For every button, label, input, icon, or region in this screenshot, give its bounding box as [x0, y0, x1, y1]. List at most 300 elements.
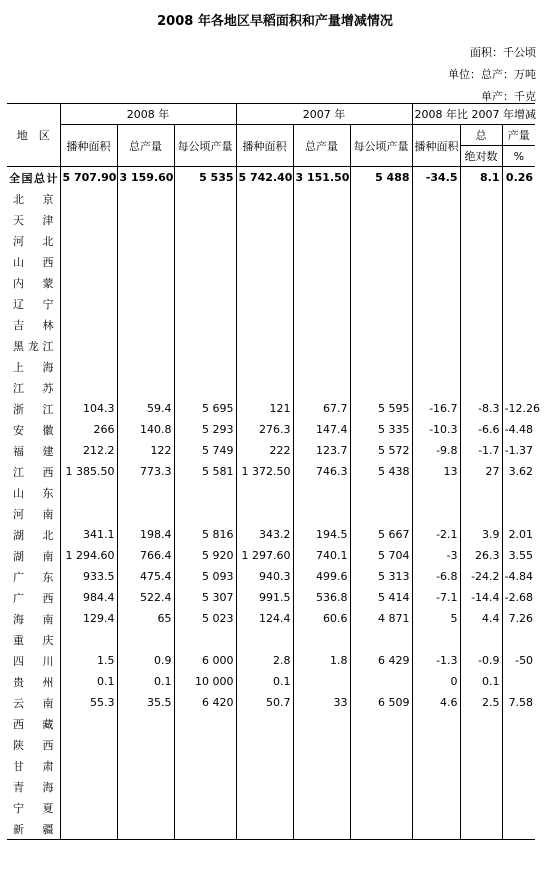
value-cell: 7.26 [502, 608, 535, 629]
value-cell: 5 335 [350, 419, 412, 440]
value-cell [236, 797, 293, 818]
value-cell: 3.9 [460, 524, 502, 545]
value-cell: 6 420 [174, 692, 236, 713]
value-cell [412, 230, 460, 251]
value-cell: 5 707.90 [60, 167, 117, 189]
value-cell: 13 [412, 461, 460, 482]
value-cell [460, 314, 502, 335]
table-row [7, 797, 535, 818]
value-cell [350, 272, 412, 293]
unit-note-area: 面积：千公顷 [470, 46, 536, 59]
table-row [7, 440, 535, 461]
value-cell: 991.5 [236, 587, 293, 608]
region-cell: 陕西 [13, 738, 54, 752]
value-cell: -4.84 [502, 566, 535, 587]
value-cell [350, 776, 412, 797]
value-cell [236, 818, 293, 840]
value-cell [174, 818, 236, 840]
value-cell [236, 209, 293, 230]
value-cell: 26.3 [460, 545, 502, 566]
value-cell [502, 503, 535, 524]
value-cell [350, 734, 412, 755]
value-cell: 1.8 [293, 650, 350, 671]
value-cell: 536.8 [293, 587, 350, 608]
value-cell [236, 272, 293, 293]
value-cell [60, 251, 117, 272]
region-cell: 黑龙江 [13, 339, 54, 353]
value-cell [350, 503, 412, 524]
table-row [7, 335, 535, 356]
value-cell [412, 314, 460, 335]
value-cell: 2.8 [236, 650, 293, 671]
value-cell: -24.2 [460, 566, 502, 587]
value-cell: 0.26 [502, 167, 535, 189]
value-cell: 5 704 [350, 545, 412, 566]
region-cell: 湖北 [13, 528, 54, 542]
value-cell [412, 209, 460, 230]
table-row [7, 629, 535, 650]
region-cell: 贵州 [13, 675, 54, 689]
value-cell [60, 230, 117, 251]
value-cell [412, 377, 460, 398]
value-cell: 65 [117, 608, 174, 629]
value-cell [460, 503, 502, 524]
value-cell [293, 209, 350, 230]
value-cell [293, 755, 350, 776]
region-cell: 四川 [13, 654, 54, 668]
value-cell: 60.6 [293, 608, 350, 629]
value-cell: 27 [460, 461, 502, 482]
value-cell: 940.3 [236, 566, 293, 587]
value-cell [350, 713, 412, 734]
region-cell: 上海 [13, 360, 54, 374]
value-cell [293, 503, 350, 524]
value-cell [60, 818, 117, 840]
value-cell [117, 755, 174, 776]
table-row [7, 524, 535, 545]
value-cell [350, 671, 412, 692]
table-row [7, 356, 535, 377]
value-cell [293, 482, 350, 503]
region-cell: 山东 [13, 486, 54, 500]
value-cell: 343.2 [236, 524, 293, 545]
table-row [7, 755, 535, 776]
value-cell [293, 272, 350, 293]
value-cell: 3.62 [502, 461, 535, 482]
value-cell: 0.9 [117, 650, 174, 671]
value-cell [460, 251, 502, 272]
value-cell [460, 482, 502, 503]
value-cell: 124.4 [236, 608, 293, 629]
value-cell [350, 629, 412, 650]
value-cell: 3 151.50 [293, 167, 350, 189]
value-cell [502, 251, 535, 272]
value-cell [117, 314, 174, 335]
value-cell: -1.7 [460, 440, 502, 461]
value-cell: 1 294.60 [60, 545, 117, 566]
value-cell: 766.4 [117, 545, 174, 566]
value-cell [502, 314, 535, 335]
table-row [7, 692, 535, 713]
value-cell [174, 314, 236, 335]
value-cell [460, 335, 502, 356]
region-cell: 吉林 [13, 318, 54, 332]
table-title: 2008 年各地区早稻面积和产量增减情况 [157, 14, 393, 29]
value-cell: -3 [412, 545, 460, 566]
value-cell [350, 230, 412, 251]
value-cell: 5 595 [350, 398, 412, 419]
value-cell [412, 797, 460, 818]
value-cell [236, 293, 293, 314]
value-cell: 5 742.40 [236, 167, 293, 189]
value-cell [293, 377, 350, 398]
value-cell [502, 755, 535, 776]
region-cell: 全国总计 [7, 167, 60, 189]
value-cell [350, 755, 412, 776]
value-cell [236, 755, 293, 776]
table-row [7, 314, 535, 335]
value-cell [502, 188, 535, 209]
value-cell [293, 671, 350, 692]
value-cell: 773.3 [117, 461, 174, 482]
value-cell: 984.4 [60, 587, 117, 608]
value-cell [117, 734, 174, 755]
value-cell: -34.5 [412, 167, 460, 189]
value-cell: 276.3 [236, 419, 293, 440]
value-cell: 59.4 [117, 398, 174, 419]
table-row [7, 671, 535, 692]
value-cell [412, 482, 460, 503]
value-cell [460, 209, 502, 230]
early-rice-table [7, 103, 540, 840]
value-cell [174, 377, 236, 398]
table-row [7, 251, 535, 272]
value-cell: 5 307 [174, 587, 236, 608]
value-cell: 123.7 [293, 440, 350, 461]
value-cell [460, 272, 502, 293]
value-cell: 147.4 [293, 419, 350, 440]
value-cell [460, 797, 502, 818]
value-cell: 5 414 [350, 587, 412, 608]
value-cell [117, 209, 174, 230]
value-cell [174, 209, 236, 230]
value-cell: 121 [236, 398, 293, 419]
region-cell: 云南 [13, 696, 54, 710]
header-2008-area: 播种面积 [60, 125, 117, 167]
value-cell: -6.6 [460, 419, 502, 440]
header-percent: % [502, 146, 535, 167]
value-cell [293, 293, 350, 314]
table-row [7, 650, 535, 671]
value-cell [350, 314, 412, 335]
value-cell: 1 385.50 [60, 461, 117, 482]
value-cell: 0 [412, 671, 460, 692]
value-cell: 1 372.50 [236, 461, 293, 482]
value-cell [174, 356, 236, 377]
value-cell: 5 572 [350, 440, 412, 461]
value-cell: -9.8 [412, 440, 460, 461]
value-cell: -2.1 [412, 524, 460, 545]
table-row [7, 230, 535, 251]
table-row [7, 377, 535, 398]
table-row [7, 461, 535, 482]
value-cell: 5 313 [350, 566, 412, 587]
value-cell [174, 629, 236, 650]
value-cell: 4.4 [460, 608, 502, 629]
value-cell: 341.1 [60, 524, 117, 545]
table-row [7, 587, 535, 608]
value-cell [60, 503, 117, 524]
value-cell [236, 356, 293, 377]
value-cell [412, 188, 460, 209]
value-cell: -2.68 [502, 587, 535, 608]
value-cell [460, 356, 502, 377]
table-row [7, 608, 535, 629]
value-cell [412, 776, 460, 797]
region-cell: 青海 [13, 780, 54, 794]
region-cell: 江苏 [13, 381, 54, 395]
region-cell: 北京 [13, 192, 54, 206]
value-cell [293, 713, 350, 734]
value-cell [236, 251, 293, 272]
value-cell [412, 755, 460, 776]
value-cell [60, 755, 117, 776]
value-cell [460, 377, 502, 398]
value-cell [236, 482, 293, 503]
value-cell: -4.48 [502, 419, 535, 440]
value-cell [502, 272, 535, 293]
value-cell [174, 797, 236, 818]
value-cell: 5 293 [174, 419, 236, 440]
value-cell: 0.1 [236, 671, 293, 692]
value-cell [412, 734, 460, 755]
value-cell: 933.5 [60, 566, 117, 587]
value-cell: -16.7 [412, 398, 460, 419]
table-row [7, 734, 535, 755]
table-row [7, 482, 535, 503]
value-cell [502, 818, 535, 840]
header-change-area: 播种面积 [412, 125, 460, 167]
value-cell [60, 629, 117, 650]
value-cell [502, 734, 535, 755]
value-cell [174, 482, 236, 503]
value-cell: 222 [236, 440, 293, 461]
region-cell: 广东 [13, 570, 54, 584]
value-cell [117, 377, 174, 398]
table-row [7, 818, 535, 840]
value-cell [460, 188, 502, 209]
value-cell: 67.7 [293, 398, 350, 419]
value-cell: 212.2 [60, 440, 117, 461]
value-cell [117, 482, 174, 503]
value-cell [293, 314, 350, 335]
value-cell [236, 314, 293, 335]
value-cell [60, 734, 117, 755]
value-cell [60, 293, 117, 314]
value-cell: 8.1 [460, 167, 502, 189]
value-cell [117, 188, 174, 209]
value-cell [350, 209, 412, 230]
value-cell [117, 713, 174, 734]
value-cell: 7.58 [502, 692, 535, 713]
value-cell: 6 509 [350, 692, 412, 713]
value-cell [236, 188, 293, 209]
region-cell: 河南 [13, 507, 54, 521]
value-cell: 0.1 [117, 671, 174, 692]
value-cell: 33 [293, 692, 350, 713]
value-cell [293, 251, 350, 272]
value-cell [174, 335, 236, 356]
value-cell [60, 314, 117, 335]
value-cell [350, 377, 412, 398]
region-cell: 西藏 [13, 717, 54, 731]
value-cell [60, 797, 117, 818]
value-cell: 129.4 [60, 608, 117, 629]
value-cell [460, 629, 502, 650]
value-cell [412, 251, 460, 272]
table-row [7, 713, 535, 734]
value-cell [293, 230, 350, 251]
value-cell: -0.9 [460, 650, 502, 671]
value-cell: 2.01 [502, 524, 535, 545]
value-cell [174, 230, 236, 251]
unit-note-yield: 单产：千克 [481, 90, 536, 103]
value-cell [236, 734, 293, 755]
table-body [7, 167, 540, 840]
value-cell: 104.3 [60, 398, 117, 419]
value-cell: -6.8 [412, 566, 460, 587]
value-cell [60, 356, 117, 377]
value-cell: 475.4 [117, 566, 174, 587]
value-cell [117, 272, 174, 293]
value-cell: 35.5 [117, 692, 174, 713]
table-row [7, 209, 535, 230]
value-cell [117, 356, 174, 377]
region-cell: 内蒙 [13, 276, 54, 290]
value-cell: 522.4 [117, 587, 174, 608]
value-cell [117, 818, 174, 840]
value-cell [412, 272, 460, 293]
value-cell [174, 251, 236, 272]
value-cell [412, 713, 460, 734]
region-cell: 广西 [13, 591, 54, 605]
table-row [7, 188, 535, 209]
region-cell: 福建 [13, 444, 54, 458]
value-cell [236, 503, 293, 524]
value-cell [236, 377, 293, 398]
table-row [7, 566, 535, 587]
value-cell: 4.6 [412, 692, 460, 713]
value-cell: 3 159.60 [117, 167, 174, 189]
value-cell [412, 503, 460, 524]
value-cell [60, 209, 117, 230]
value-cell [502, 293, 535, 314]
value-cell: -7.1 [412, 587, 460, 608]
value-cell [350, 251, 412, 272]
value-cell: 5 920 [174, 545, 236, 566]
header-2007-yield: 每公顷产量 [350, 125, 412, 167]
value-cell: -12.26 [502, 398, 535, 419]
region-cell: 辽宁 [13, 297, 54, 311]
value-cell [502, 629, 535, 650]
value-cell [293, 356, 350, 377]
value-cell: 6 000 [174, 650, 236, 671]
value-cell [60, 188, 117, 209]
value-cell [293, 818, 350, 840]
value-cell: 5 488 [350, 167, 412, 189]
value-cell [236, 335, 293, 356]
value-cell [60, 335, 117, 356]
value-cell [350, 188, 412, 209]
value-cell: 10 000 [174, 671, 236, 692]
value-cell: -50 [502, 650, 535, 671]
value-cell [460, 293, 502, 314]
value-cell: 5 093 [174, 566, 236, 587]
header-absolute: 绝对数 [460, 146, 502, 167]
region-cell: 海南 [13, 612, 54, 626]
region-cell: 新疆 [7, 818, 60, 840]
value-cell [502, 335, 535, 356]
header-2008: 2008 年 [60, 104, 236, 125]
value-cell [60, 377, 117, 398]
value-cell: 1 297.60 [236, 545, 293, 566]
table-row [7, 293, 535, 314]
value-cell: 3.55 [502, 545, 535, 566]
value-cell [460, 755, 502, 776]
value-cell: 499.6 [293, 566, 350, 587]
value-cell [502, 209, 535, 230]
value-cell [117, 797, 174, 818]
value-cell: 50.7 [236, 692, 293, 713]
table-row [7, 503, 535, 524]
value-cell [502, 713, 535, 734]
header-change-total: 总 [460, 125, 502, 146]
value-cell [117, 629, 174, 650]
value-cell: -1.3 [412, 650, 460, 671]
value-cell: -1.37 [502, 440, 535, 461]
value-cell [502, 230, 535, 251]
header-change: 2008 年比 2007 年增减 [412, 104, 535, 125]
value-cell [293, 629, 350, 650]
value-cell [174, 293, 236, 314]
value-cell [117, 335, 174, 356]
value-cell: 5 [412, 608, 460, 629]
value-cell [174, 503, 236, 524]
value-cell [236, 776, 293, 797]
value-cell [460, 776, 502, 797]
region-cell: 湖南 [13, 549, 54, 563]
header-2008-output: 总产量 [117, 125, 174, 167]
header-2008-yield: 每公顷产量 [174, 125, 236, 167]
value-cell: -14.4 [460, 587, 502, 608]
unit-note-production: 单位：总产：万吨 [448, 68, 536, 81]
value-cell [502, 356, 535, 377]
value-cell [293, 335, 350, 356]
value-cell [293, 797, 350, 818]
region-cell: 浙江 [13, 402, 54, 416]
value-cell [460, 818, 502, 840]
value-cell [174, 755, 236, 776]
value-cell [350, 293, 412, 314]
table-row [7, 272, 535, 293]
value-cell [174, 776, 236, 797]
region-cell: 重庆 [13, 633, 54, 647]
value-cell: 194.5 [293, 524, 350, 545]
value-cell [412, 629, 460, 650]
value-cell: 5 816 [174, 524, 236, 545]
value-cell: 746.3 [293, 461, 350, 482]
value-cell: 5 695 [174, 398, 236, 419]
